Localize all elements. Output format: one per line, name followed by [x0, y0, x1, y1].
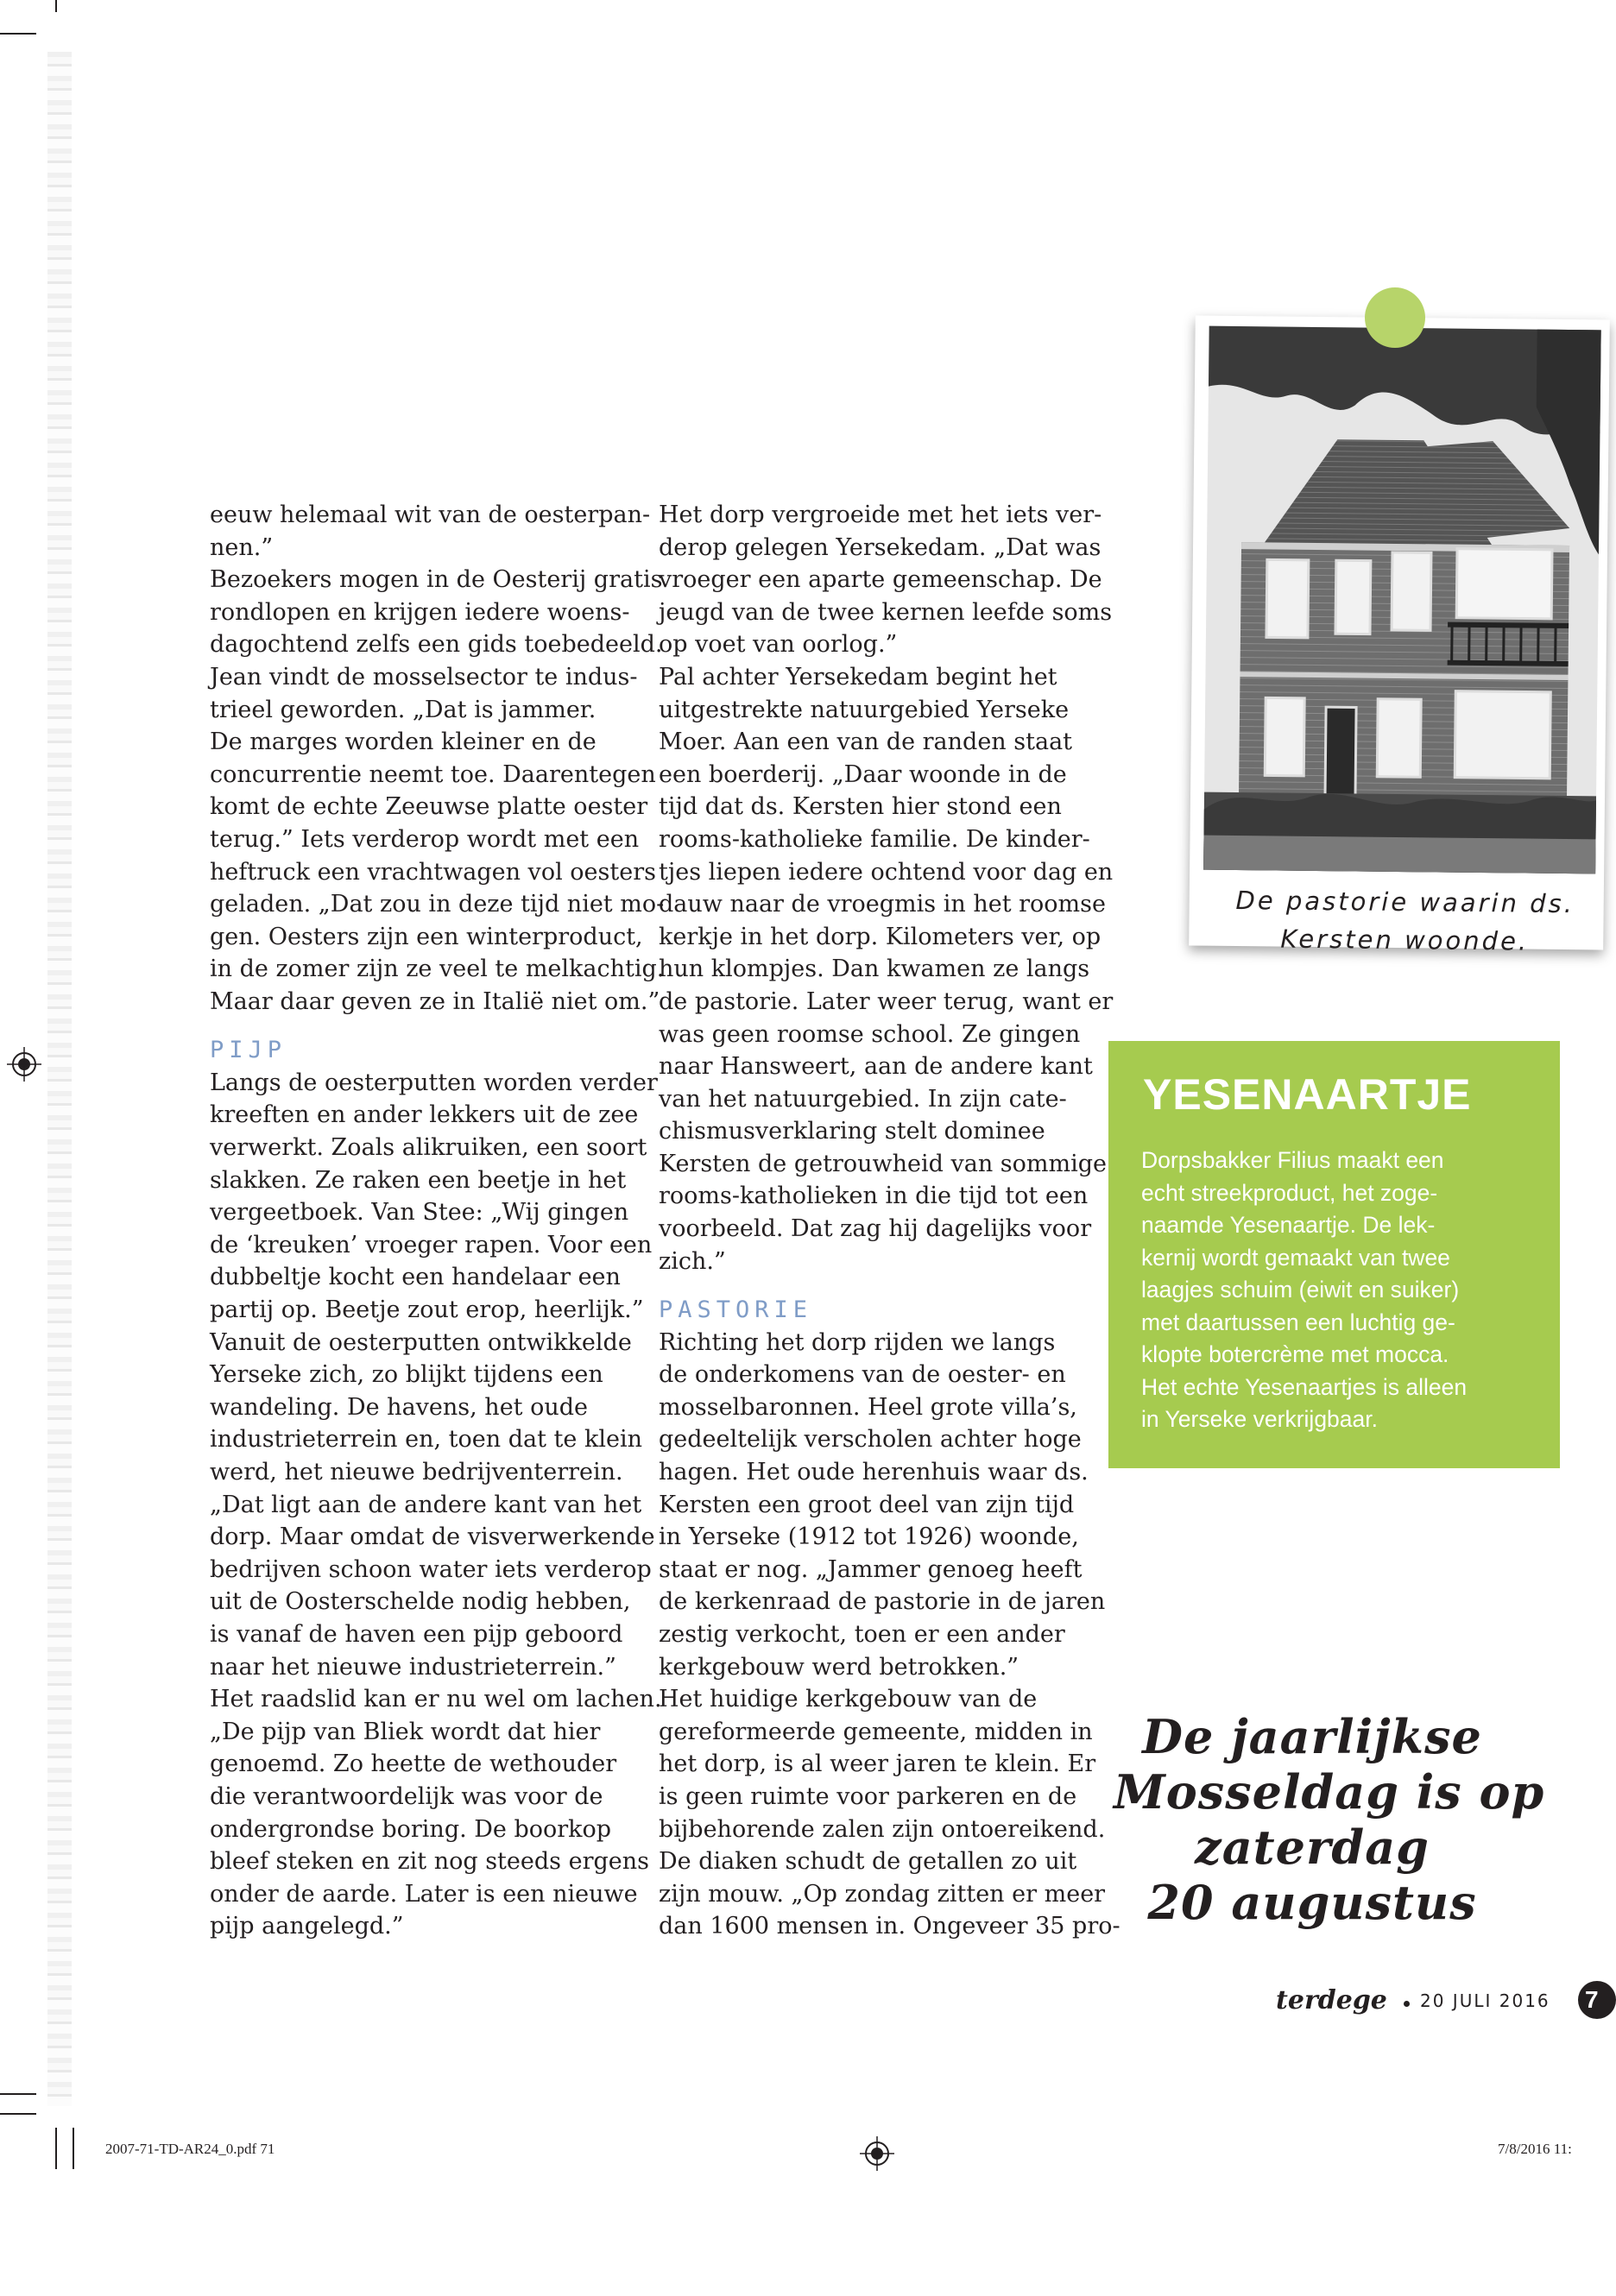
text-line: chismusverklaring stelt dominee — [659, 1118, 1045, 1145]
crop-mark — [0, 2113, 36, 2115]
text-line: was geen roomse school. Ze gingen — [659, 1020, 1081, 1048]
text-line: Bezoekers mogen in de Oesterij gratis — [210, 566, 663, 594]
text-line: van het natuurgebied. In zijn cate- — [659, 1085, 1067, 1113]
text-line: hun klompjes. Dan kwamen ze langs — [659, 956, 1090, 983]
text-line: Jean vindt de mosselsector te indus- — [210, 663, 638, 691]
sidebar-line: echt streekproduct, het zoge- — [1141, 1179, 1438, 1206]
text-line: tijd dat ds. Kersten hier stond een — [659, 793, 1062, 821]
issue-date: 20 JULI 2016 — [1420, 1990, 1550, 2011]
text-line: verwerkt. Zoals alikruiken, een soort — [210, 1134, 647, 1162]
text-line: geladen. „Dat zou in deze tijd niet mo- — [210, 891, 665, 918]
text-line: Kersten een groot deel van zijn tijd — [659, 1491, 1075, 1518]
text-line: concurrentie neemt toe. Daarentegen — [210, 760, 656, 788]
quote-line: zaterdag — [1195, 1820, 1430, 1875]
text-line: uit de Oosterschelde nodig hebben, — [210, 1588, 631, 1616]
sidebar-line: laagjes schuim (eiwit en suiker) — [1141, 1277, 1460, 1303]
text-line: op voet van oorlog.” — [659, 631, 898, 659]
text-line: kerkje in het dorp. Kilometers ver, op — [659, 923, 1102, 950]
sidebar-line: met daartussen een luchtig ge- — [1141, 1309, 1455, 1335]
article-column-2 — [659, 499, 1120, 1943]
text-line: slakken. Ze raken een beetje in het — [210, 1166, 627, 1194]
sidebar-line: Dorpsbakker Filius maakt een — [1141, 1147, 1444, 1173]
text-line: vroeger een aparte gemeenschap. De — [659, 566, 1102, 594]
column-1-text — [210, 499, 665, 1019]
quote-line: De jaarlijkse — [1142, 1709, 1482, 1764]
column-1-text-continued — [210, 1067, 662, 1943]
sidebar-title: YESENAARTJE — [1143, 1070, 1472, 1119]
pull-quote — [1114, 1709, 1545, 1930]
text-line: mosselbaronnen. Heel grote villa’s, — [659, 1393, 1077, 1421]
text-line: zijn mouw. „Op zondag zitten er meer — [659, 1880, 1106, 1908]
section-heading-pijp: PIJP — [210, 1037, 287, 1064]
text-line: „Dat ligt aan de andere kant van het — [210, 1491, 642, 1518]
magazine-brand: terdege — [1276, 1985, 1387, 2015]
sidebar-body — [1141, 1145, 1547, 1436]
text-line: kreeften en ander lekkers uit de zee — [210, 1101, 639, 1129]
text-line: derop gelegen Yersekedam. „Dat was — [659, 533, 1102, 561]
text-line: ondergrondse boring. De boorkop — [210, 1815, 612, 1843]
caption-line: Kersten woonde. — [1280, 924, 1530, 956]
text-line: in Yerseke (1912 tot 1926) woonde, — [659, 1523, 1079, 1551]
text-line: Pal achter Yersekedam begint het — [659, 663, 1057, 691]
page-number: 7 — [1578, 1981, 1616, 2019]
article-column-1 — [210, 499, 665, 1943]
text-line: rondlopen en krijgen iedere woens- — [210, 598, 630, 626]
text-line: trieel geworden. „Dat is jammer. — [210, 696, 597, 723]
text-line: industrieterrein en, toen dat te klein — [210, 1426, 642, 1454]
text-line: pijp aangelegd.” — [210, 1913, 404, 1940]
text-line: onder de aarde. Later is een nieuwe — [210, 1880, 638, 1908]
text-line: staat er nog. „Jammer genoeg heeft — [659, 1555, 1083, 1583]
crop-mark — [55, 2128, 57, 2169]
text-line: gedeeltelijk verscholen achter hoge — [659, 1426, 1082, 1454]
footer-separator — [1404, 2001, 1410, 2007]
text-line: tjes liepen iedere ochtend voor dag en — [659, 858, 1114, 886]
text-line: Vanuit de oesterputten ontwikkelde — [210, 1328, 632, 1356]
text-line: dauw naar de vroegmis in het roomse — [659, 891, 1106, 918]
text-line: naar Hansweert, aan de andere kant — [659, 1053, 1093, 1081]
text-line: wandeling. De havens, het oude — [210, 1393, 589, 1421]
text-line: dubbeltje kocht een handelaar een — [210, 1264, 621, 1291]
crop-mark — [0, 33, 36, 35]
quote-line: 20 augustus — [1147, 1875, 1477, 1930]
print-slug-date: 7/8/2016 11: — [1498, 2141, 1572, 2157]
text-line: zestig verkocht, toen er een ander — [659, 1620, 1065, 1648]
registration-mark-icon — [860, 2136, 894, 2171]
sidebar-line: naamde Yesenaartje. De lek- — [1141, 1212, 1436, 1238]
sidebar-line: kernij wordt gemaakt van twee — [1141, 1244, 1450, 1271]
text-line: bedrijven schoon water iets verderop — [210, 1555, 652, 1583]
text-line: vergeetboek. Van Stee: „Wij gingen — [210, 1199, 629, 1227]
text-line: gen. Oesters zijn een winterproduct, — [210, 923, 643, 950]
photo-caption — [1206, 881, 1604, 962]
text-line: rooms-katholieke familie. De kinder- — [659, 825, 1090, 853]
text-line: Het dorp vergroeide met het iets ver- — [659, 501, 1102, 528]
text-line: terug.” Iets verderop wordt met een — [210, 825, 640, 853]
sidebar-yesenaartje — [1108, 1041, 1560, 1468]
text-line: dan 1600 mensen in. Ongeveer 35 pro- — [659, 1913, 1120, 1940]
crop-mark — [55, 0, 57, 12]
text-line: is geen ruimte voor parkeren en de — [659, 1782, 1077, 1810]
text-line: „De pijp van Bliek wordt dat hier — [210, 1718, 601, 1745]
text-line: de onderkomens van de oester- en — [659, 1361, 1066, 1389]
text-line: zich.” — [659, 1247, 726, 1275]
decorative-dot — [1365, 287, 1425, 348]
sidebar-line: Het echte Yesenaartjes is alleen — [1141, 1373, 1468, 1400]
text-line: de kerkenraad de pastorie in de jaren — [659, 1588, 1106, 1616]
text-line: is vanaf de haven een pijp geboord — [210, 1620, 623, 1648]
text-line: nen.” — [210, 533, 274, 561]
crop-mark — [0, 2093, 36, 2095]
text-line: de ‘kreuken’ vroeger rapen. Voor een — [210, 1231, 653, 1258]
text-line: bleef steken en zit nog steeds ergens — [210, 1848, 649, 1876]
text-line: De diaken schudt de getallen zo uit — [659, 1848, 1077, 1876]
text-line: Kersten de getrouwheid van sommige — [659, 1150, 1108, 1177]
text-line: voorbeeld. Dat zag hij dagelijks voor — [659, 1215, 1092, 1243]
section-heading-pastorie: PASTORIE — [659, 1296, 813, 1324]
text-line: partij op. Beetje zout erop, heerlijk.” — [210, 1296, 644, 1324]
text-line: heftruck een vrachtwagen vol oesters — [210, 858, 656, 886]
text-line: genoemd. Zo heette de wethouder — [210, 1750, 617, 1778]
text-line: Maar daar geven ze in Italië niet om.” — [210, 987, 660, 1015]
registration-mark-icon — [7, 1047, 41, 1082]
quote-line: Mosseldag is op — [1114, 1764, 1545, 1820]
text-line: Langs de oesterputten worden verder — [210, 1069, 658, 1096]
photo-card — [1189, 316, 1610, 956]
text-line: kerkgebouw werd betrokken.” — [659, 1653, 1019, 1681]
text-line: Moer. Aan een van de randen staat — [659, 729, 1073, 756]
sidebar-line: klopte botercrème met mocca. — [1141, 1341, 1449, 1367]
text-line: bijbehorende zalen zijn ontoereikend. — [659, 1815, 1106, 1843]
text-line: een boerderij. „Daar woonde in de — [659, 760, 1067, 788]
text-line: dagochtend zelfs een gids toebedeeld. — [210, 631, 663, 659]
print-color-strip — [47, 52, 72, 2106]
text-line: uitgestrekte natuurgebied Yerseke — [659, 696, 1070, 723]
text-line: Yerseke zich, zo blijkt tijdens een — [210, 1361, 603, 1389]
text-line: dorp. Maar omdat de visverwerkende — [210, 1523, 655, 1551]
text-line: in de zomer zijn ze veel te melkachtig. — [210, 956, 665, 983]
column-2-text-continued — [659, 1327, 1120, 1943]
text-line: werd, het nieuwe bedrijventerrein. — [210, 1459, 623, 1486]
pastorie-photo — [1203, 326, 1601, 874]
text-line: de pastorie. Later weer terug, want er — [659, 987, 1114, 1015]
column-2-text — [659, 499, 1114, 1277]
caption-line: De pastorie waarin ds. — [1235, 886, 1575, 919]
crop-mark — [73, 2128, 74, 2169]
text-line: die verantwoordelijk was voor de — [210, 1782, 603, 1810]
sidebar-line: in Yerseke verkrijgbaar. — [1141, 1406, 1378, 1432]
text-line: het dorp, is al weer jaren te klein. Er — [659, 1750, 1096, 1778]
text-line: De marges worden kleiner en de — [210, 729, 597, 756]
text-line: jeugd van de twee kernen leefde soms — [659, 598, 1113, 626]
print-slug-file: 2007-71-TD-AR24_0.pdf 71 — [105, 2141, 275, 2157]
text-line: rooms-katholieken in die tijd tot een — [659, 1183, 1089, 1210]
text-line: Richting het dorp rijden we langs — [659, 1328, 1056, 1356]
text-line: hagen. Het oude herenhuis waar ds. — [659, 1459, 1089, 1486]
text-line: Het raadslid kan er nu wel om lachen. — [210, 1686, 662, 1713]
text-line: gereformeerde gemeente, midden in — [659, 1718, 1093, 1745]
text-line: eeuw helemaal wit van de oesterpan- — [210, 501, 651, 528]
text-line: naar het nieuwe industrieterrein.” — [210, 1653, 616, 1681]
text-line: Het huidige kerkgebouw van de — [659, 1686, 1038, 1713]
text-line: komt de echte Zeeuwse platte oester — [210, 793, 648, 821]
